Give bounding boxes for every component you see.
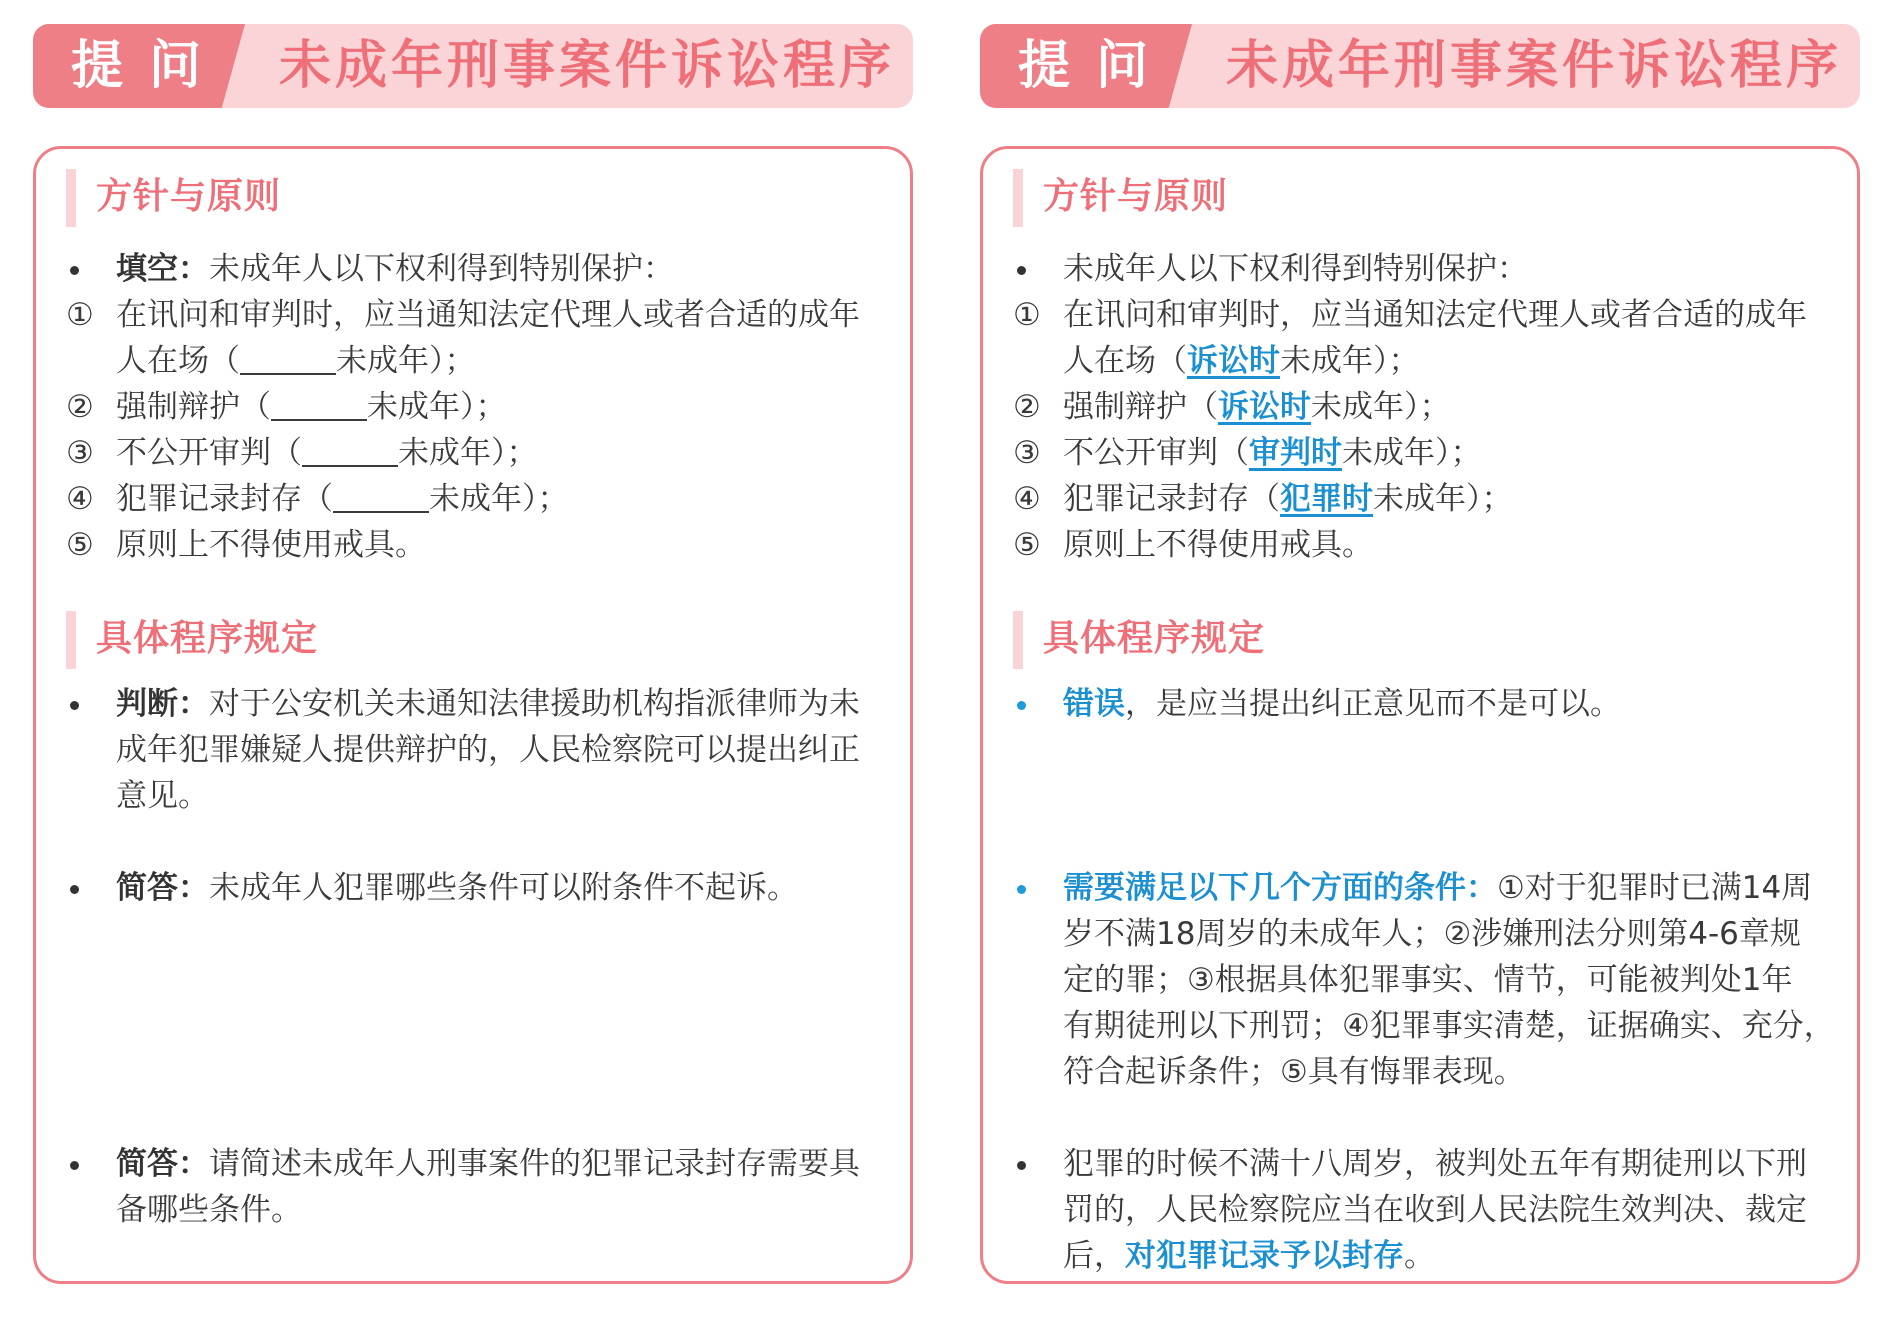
item-text-part: 未成年）； [1342, 435, 1482, 471]
answer-text-part: 后， [1063, 1238, 1125, 1274]
panel-header [33, 24, 913, 108]
item-number: ② [1013, 389, 1041, 425]
question-judgment [116, 681, 860, 727]
bullet [1017, 266, 1026, 275]
item-number: ① [1013, 297, 1041, 333]
header-title: 未成年刑事案件诉讼程序 [1226, 36, 1843, 96]
bullet [1017, 1161, 1026, 1170]
blank-answer: 诉讼时 [1187, 343, 1280, 379]
answer-text: 符合起诉条件；⑤具有悔罪表现。 [1063, 1054, 1525, 1090]
answer-key: 需要满足以下几个方面的条件： [1063, 870, 1497, 906]
item-text-part: 未成年）； [398, 435, 538, 471]
question-text: 备哪些条件。 [116, 1192, 302, 1228]
item-text-part: 未成年）； [1311, 389, 1451, 425]
section-bar [66, 169, 76, 227]
bullet [70, 885, 79, 894]
question-type-label: 简答： [116, 870, 209, 906]
item-text-part: 未成年）； [1280, 343, 1420, 379]
header-tab-label: 提问 [71, 36, 228, 96]
answer-box [980, 146, 1860, 1284]
item-text [116, 430, 538, 476]
item-text-part: 强制辩护（ [1063, 389, 1218, 425]
item-text [116, 338, 476, 384]
blank-input [333, 483, 429, 513]
question-text: 对于公安机关未通知法律援助机构指派律师为未 [209, 686, 860, 722]
answer-text: 犯罪的时候不满十八周岁，被判处五年有期徒刑以下刑 [1063, 1146, 1807, 1182]
item-text [1063, 338, 1420, 384]
item-text-part: 未成年）； [367, 389, 507, 425]
section-bar [66, 611, 76, 669]
bullet [70, 266, 79, 275]
item-text-part: 犯罪记录封存（ [1063, 481, 1280, 517]
item-text: 在讯问和审判时，应当通知法定代理人或者合适的成年 [116, 297, 860, 333]
section-bar [1013, 169, 1023, 227]
header-title: 未成年刑事案件诉讼程序 [279, 36, 896, 96]
section-title: 方针与原则 [96, 176, 282, 217]
item-text: 原则上不得使用戒具。 [116, 527, 426, 563]
question-text: 意见。 [116, 778, 209, 814]
item-text-part: 不公开审判（ [116, 435, 302, 471]
item-text [1063, 476, 1513, 522]
item-text [1063, 384, 1451, 430]
section-title: 具体程序规定 [96, 618, 319, 659]
question-text: 未成年人以下权利得到特别保护： [209, 251, 674, 287]
item-text: 原则上不得使用戒具。 [1063, 527, 1373, 563]
question-text: 成年犯罪嫌疑人提供辩护的，人民检察院可以提出纠正 [116, 732, 860, 768]
answer-text [1063, 1233, 1435, 1279]
panel-header [980, 24, 1860, 108]
item-number: ④ [1013, 481, 1041, 517]
answer-key: 对犯罪记录予以封存 [1125, 1238, 1404, 1274]
bullet [70, 1161, 79, 1170]
question-short-answer [116, 865, 798, 911]
question-panel [33, 0, 923, 1322]
question-type-label: 判断： [116, 686, 209, 722]
answer-text: 有期徒刑以下刑罚；④犯罪事实清楚，证据确实、充分， [1063, 1008, 1835, 1044]
answer-text-part: 。 [1404, 1238, 1435, 1274]
answer-text: 岁不满18周岁的未成年人；②涉嫌刑法分则第4-6章规 [1063, 916, 1801, 952]
question-box [33, 146, 913, 1284]
blank-answer: 审判时 [1249, 435, 1342, 471]
item-number: ⑤ [66, 527, 94, 563]
answer-text: ，是应当提出纠正意见而不是可以。 [1125, 686, 1621, 722]
item-text-part: 未成年）； [336, 343, 476, 379]
answer-text: 定的罪；③根据具体犯罪事实、情节，可能被判处1年 [1063, 962, 1793, 998]
answer-short [1063, 865, 1812, 911]
item-number: ⑤ [1013, 527, 1041, 563]
item-text-part: 不公开审判（ [1063, 435, 1249, 471]
item-number: ④ [66, 481, 94, 517]
answer-panel [980, 0, 1870, 1322]
blank-answer: 犯罪时 [1280, 481, 1373, 517]
question-type-label: 简答： [116, 1146, 209, 1182]
item-text-part: 犯罪记录封存（ [116, 481, 333, 517]
answer-text: 罚的，人民检察院应当在收到人民法院生效判决、裁定 [1063, 1192, 1807, 1228]
item-number: ③ [66, 435, 94, 471]
item-text [1063, 430, 1482, 476]
item-text-part: 人在场（ [116, 343, 240, 379]
bullet [1017, 701, 1026, 710]
section-bar [1013, 611, 1023, 669]
item-text-part: 强制辩护（ [116, 389, 271, 425]
bullet [70, 701, 79, 710]
item-text-part: 人在场（ [1063, 343, 1187, 379]
question-short-answer [116, 1141, 860, 1187]
header-tab-label: 提问 [1018, 36, 1175, 96]
item-number: ② [66, 389, 94, 425]
item-text: 在讯问和审判时，应当通知法定代理人或者合适的成年 [1063, 297, 1807, 333]
item-number: ③ [1013, 435, 1041, 471]
item-text-part: 未成年）； [1373, 481, 1513, 517]
section-title: 方针与原则 [1043, 176, 1229, 217]
blank-input [271, 391, 367, 421]
blank-input [302, 437, 398, 467]
answer-text: ①对于犯罪时已满14周 [1497, 870, 1813, 906]
blank-answer: 诉讼时 [1218, 389, 1311, 425]
question-fill-blank [116, 246, 674, 292]
question-text: 请简述未成年人刑事案件的犯罪记录封存需要具 [209, 1146, 860, 1182]
item-text [116, 476, 569, 522]
bullet [1017, 885, 1026, 894]
question-type-label: 填空： [116, 251, 209, 287]
section-title: 具体程序规定 [1043, 618, 1266, 659]
answer-judgment [1063, 681, 1621, 727]
blank-input [240, 345, 336, 375]
item-text-part: 未成年）； [429, 481, 569, 517]
answer-key: 错误 [1063, 686, 1125, 722]
item-number: ① [66, 297, 94, 333]
answer-text: 未成年人以下权利得到特别保护： [1063, 251, 1528, 287]
item-text [116, 384, 507, 430]
question-text: 未成年人犯罪哪些条件可以附条件不起诉。 [209, 870, 798, 906]
